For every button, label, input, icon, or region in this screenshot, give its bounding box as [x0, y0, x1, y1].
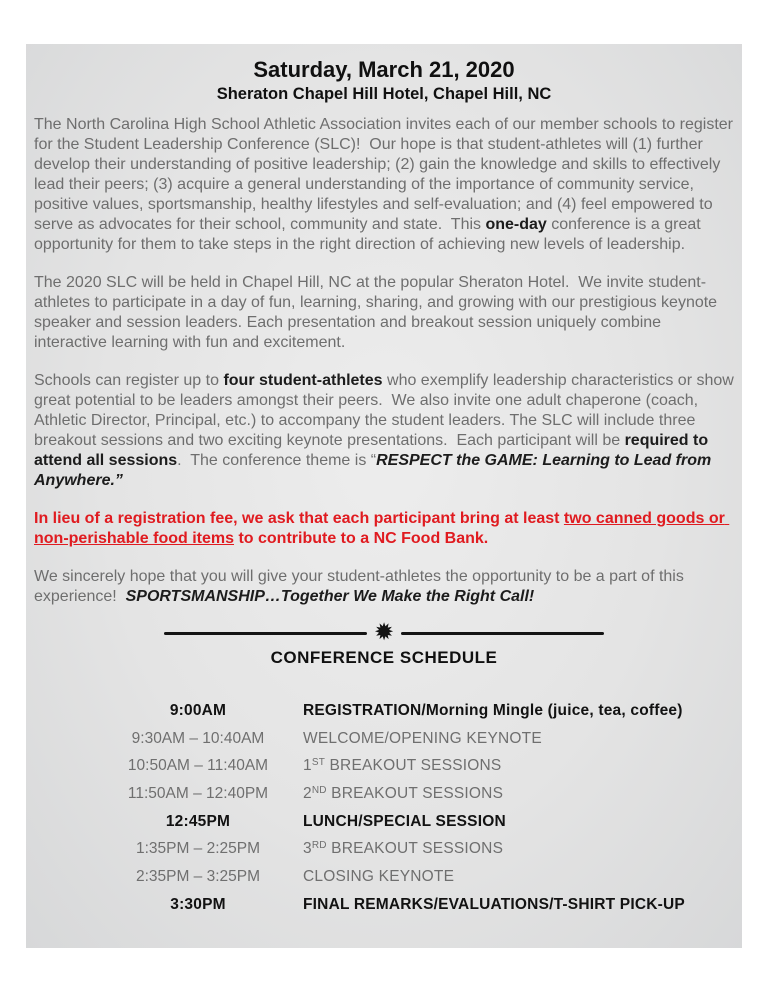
schedule-time: 9:30AM – 10:40AM	[131, 729, 265, 747]
schedule-event: 2ND BREAKOUT SESSIONS	[303, 784, 504, 802]
page-subtitle: Sheraton Chapel Hill Hotel, Chapel Hill, NC	[216, 85, 552, 103]
schedule-event: WELCOME/OPENING KEYNOTE	[303, 729, 542, 747]
food-bank-text-end: to contribute to a NC Food Bank.	[234, 530, 489, 547]
closing-text: We sincerely hope that you will give your student-athletes the opportunity to be a part of this experience!	[34, 568, 689, 605]
page-title: Saturday, March 21, 2020	[253, 57, 515, 82]
starburst-icon: ✹	[373, 619, 395, 646]
schedule-event: REGISTRATION/Morning Mingle (juice, tea, coffee)	[303, 701, 683, 719]
registration-paragraph	[34, 371, 739, 491]
conference-theme: RESPECT the GAME: Learning to Lead from Anywhere.”	[34, 452, 716, 489]
schedule-event: FINAL REMARKS/EVALUATIONS/T-SHIRT PICK-UP	[303, 895, 685, 913]
four-athletes-emphasis: four student-athletes	[223, 372, 383, 389]
schedule-time: 9:00AM	[169, 701, 227, 719]
schedule-row	[34, 780, 734, 808]
intro-paragraph	[34, 115, 738, 255]
schedule-time: 10:50AM – 11:40AM	[127, 757, 269, 775]
divider-line-right	[401, 632, 604, 635]
schedule-event: 1ST BREAKOUT SESSIONS	[303, 757, 502, 775]
schedule-row	[34, 808, 734, 836]
hotel-text: The 2020 SLC will be held in Chapel Hill, NC at the popular Sheraton Hotel. We invite student-athletes to participate in a day of fun, learning, sharing, and growing with our prestigious keynote speaker and session leaders. Each presentation and breakout session uniquely combine interactive learning with fun and excitement.	[34, 274, 722, 351]
food-bank-text: In lieu of a registration fee, we ask that each participant bring at least	[34, 510, 564, 527]
registration-text: Schools can register up to	[34, 372, 224, 389]
sportsmanship-slogan: SPORTSMANSHIP…Together We Make the Right Call!	[125, 588, 535, 605]
ordinal-superscript: ST	[311, 757, 326, 769]
schedule-time: 2:35PM – 3:25PM	[135, 867, 261, 885]
schedule-event: CLOSING KEYNOTE	[303, 867, 455, 885]
schedule-row	[34, 835, 734, 863]
schedule-event: 3RD BREAKOUT SESSIONS	[303, 840, 504, 858]
canned-goods-underline: two canned goods or non-perishable food items	[34, 510, 730, 547]
schedule-row	[34, 891, 734, 919]
schedule-event: LUNCH/SPECIAL SESSION	[303, 812, 506, 830]
schedule-table	[34, 697, 734, 919]
closing-paragraph	[34, 567, 734, 607]
schedule-time: 3:30PM	[170, 895, 226, 913]
schedule-time: 11:50AM – 12:40PM	[127, 784, 269, 802]
intro-text-end: conference is a great opportunity for them to take steps in the right direction of achieving new levels of leadership.	[34, 216, 706, 253]
schedule-row	[34, 725, 734, 753]
registration-text-mid: who exemplify leadership characteristics or show great potential to be leaders amongst their peers. We also invite one adult chaperone (coach, Athletic Director, Principal, etc.) to accompany the student leaders. The SLC will include three breakout sessions and two exciting keynote presentations. Each participant will be	[34, 372, 739, 449]
schedule-time: 12:45PM	[165, 812, 231, 830]
food-bank-notice	[34, 509, 734, 549]
registration-text-end: . The conference theme is “	[177, 452, 377, 469]
required-sessions-emphasis: required to attend all sessions	[34, 432, 713, 469]
flyer-sheet	[26, 44, 742, 948]
schedule-row	[34, 697, 734, 725]
schedule-row	[34, 752, 734, 780]
schedule-row	[34, 863, 734, 891]
ordinal-superscript: RD	[311, 840, 327, 852]
divider	[164, 621, 604, 645]
one-day-emphasis: one-day	[485, 216, 547, 233]
ordinal-superscript: ND	[311, 784, 327, 796]
hotel-paragraph	[34, 273, 734, 353]
schedule-heading: CONFERENCE SCHEDULE	[270, 648, 498, 667]
intro-text: The North Carolina High School Athletic Association invites each of our member schools to register for the Student Leadership Conference (SLC)! Our hope is that student-athletes will (1) further develop their understanding of positive leadership; (2) gain the knowledge and skills to effectively lead their peers; (3) acquire a general understanding of the importance of community service, positive values, sportsmanship, healthy lifestyles and self-evaluation; and (4) feel empowered to serve as advocates for their school, community and state. This	[34, 116, 738, 233]
divider-line-left	[164, 632, 367, 635]
schedule-time: 1:35PM – 2:25PM	[135, 840, 261, 858]
